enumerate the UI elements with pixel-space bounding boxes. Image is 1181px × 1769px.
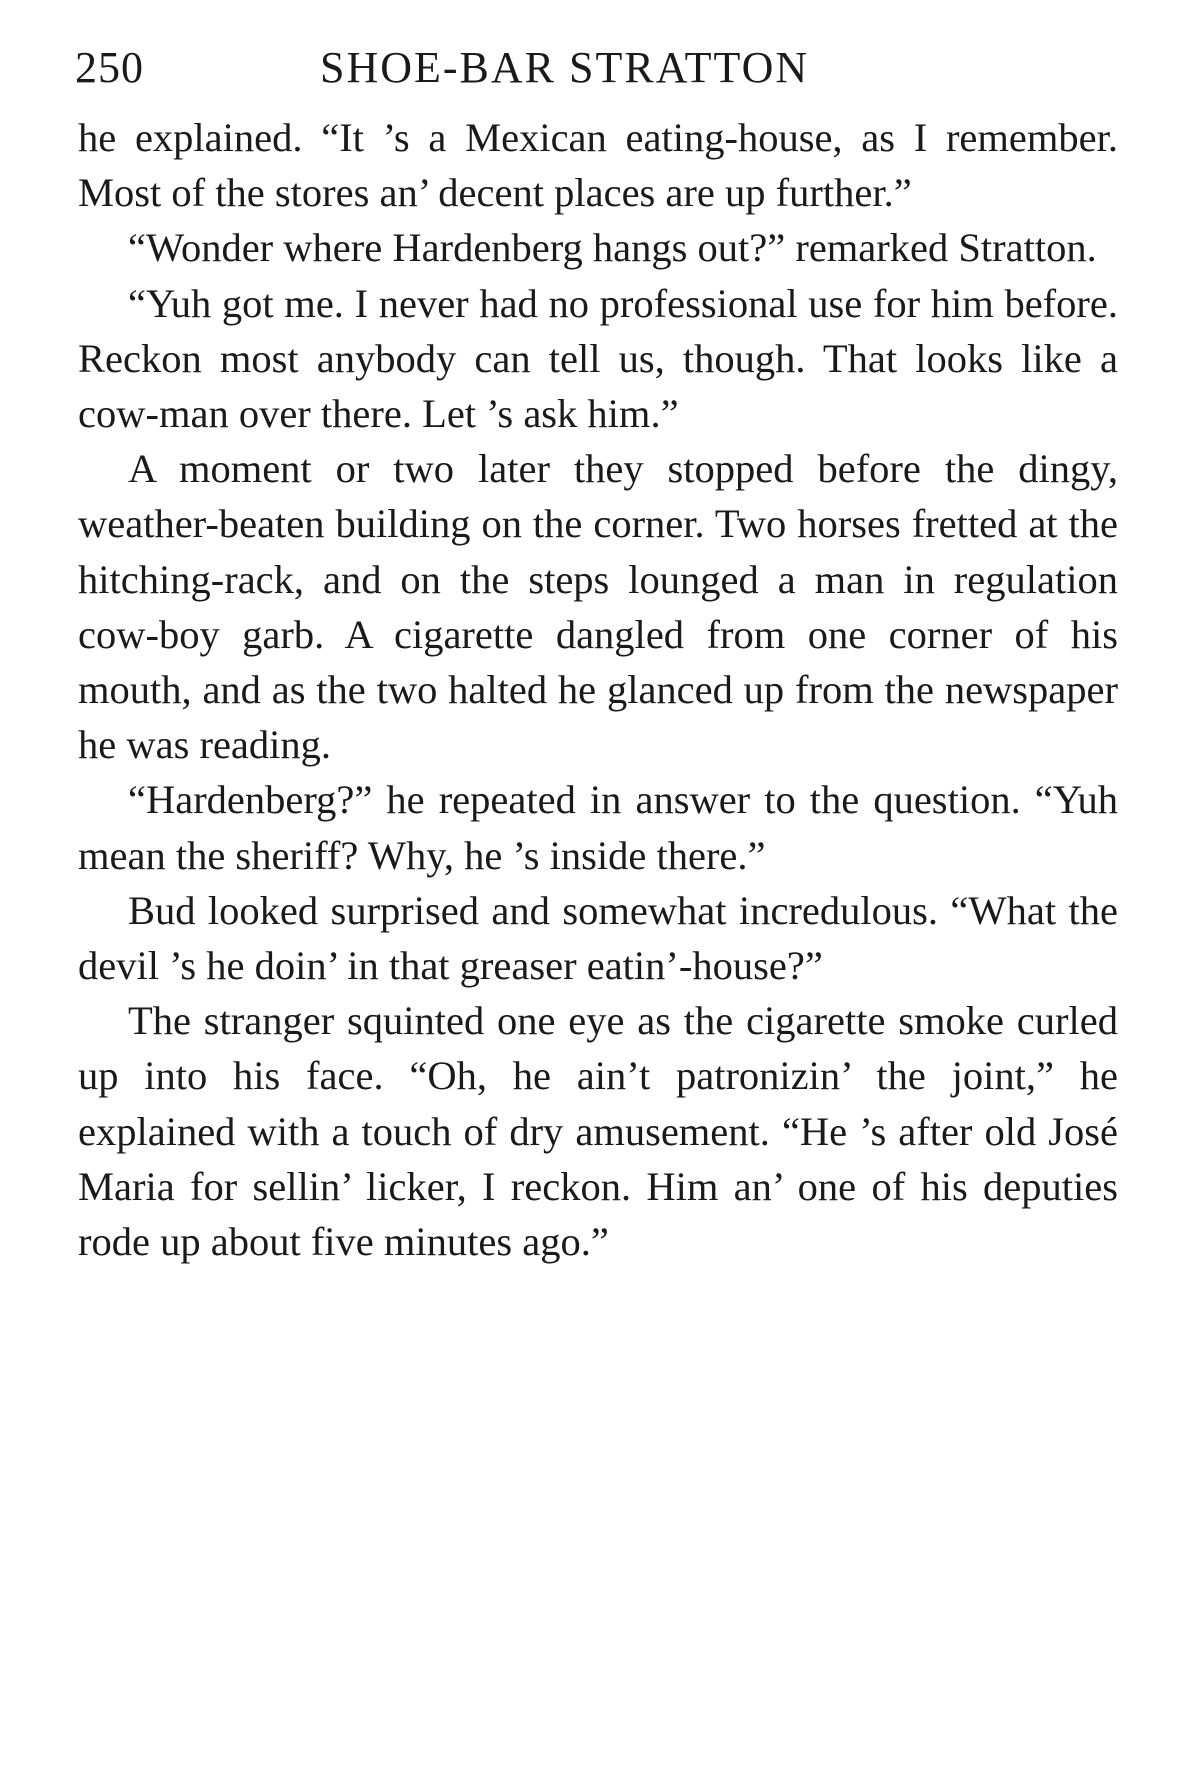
paragraph: “Yuh got me. I never had no professional use for him before. Reckon most anybody can tell us, though. That looks like a cow-man over there. Let ’s ask him.” [78, 280, 1118, 437]
paragraph-continued: he explained. “It ’s a Mexican eating-house, as I remember. Most of the stores an’ decent places are up further.” [78, 115, 1118, 216]
running-title: SHOE-BAR STRATTON [320, 43, 810, 92]
text-body [78, 110, 1118, 1269]
paragraph: Bud looked surprised and somewhat incredulous. “What the devil ’s he doin’ in that greaser eatin’-house?” [78, 887, 1118, 989]
paragraph: The stranger squinted one eye as the cigarette smoke curled up into his face. “Oh, he ain’t patronizin’ the joint,” he explained with a touch of dry amusement. “He ’s after old José Maria for sellin’ licker, I reckon. Him an’ one of his deputies rode up about five minutes ago.” [78, 998, 1118, 1265]
paragraph: A moment or two later they stopped before the dingy, weather-beaten building on the corner. Two horses fretted at the hitching-rack, and on the steps lounged a man in regulation cow-boy garb. A cigarette dangled from one corner of his mouth, and as the two halted he glanced up from the newspaper he was reading. [78, 446, 1118, 768]
running-head [75, 38, 975, 98]
paragraph: “Hardenberg?” he repeated in answer to the question. “Yuh mean the sheriff? Why, he ’s inside there.” [78, 777, 1118, 878]
paragraph: “Wonder where Hardenberg hangs out?” remarked Stratton. [128, 225, 1097, 271]
page-number: 250 [75, 43, 144, 92]
